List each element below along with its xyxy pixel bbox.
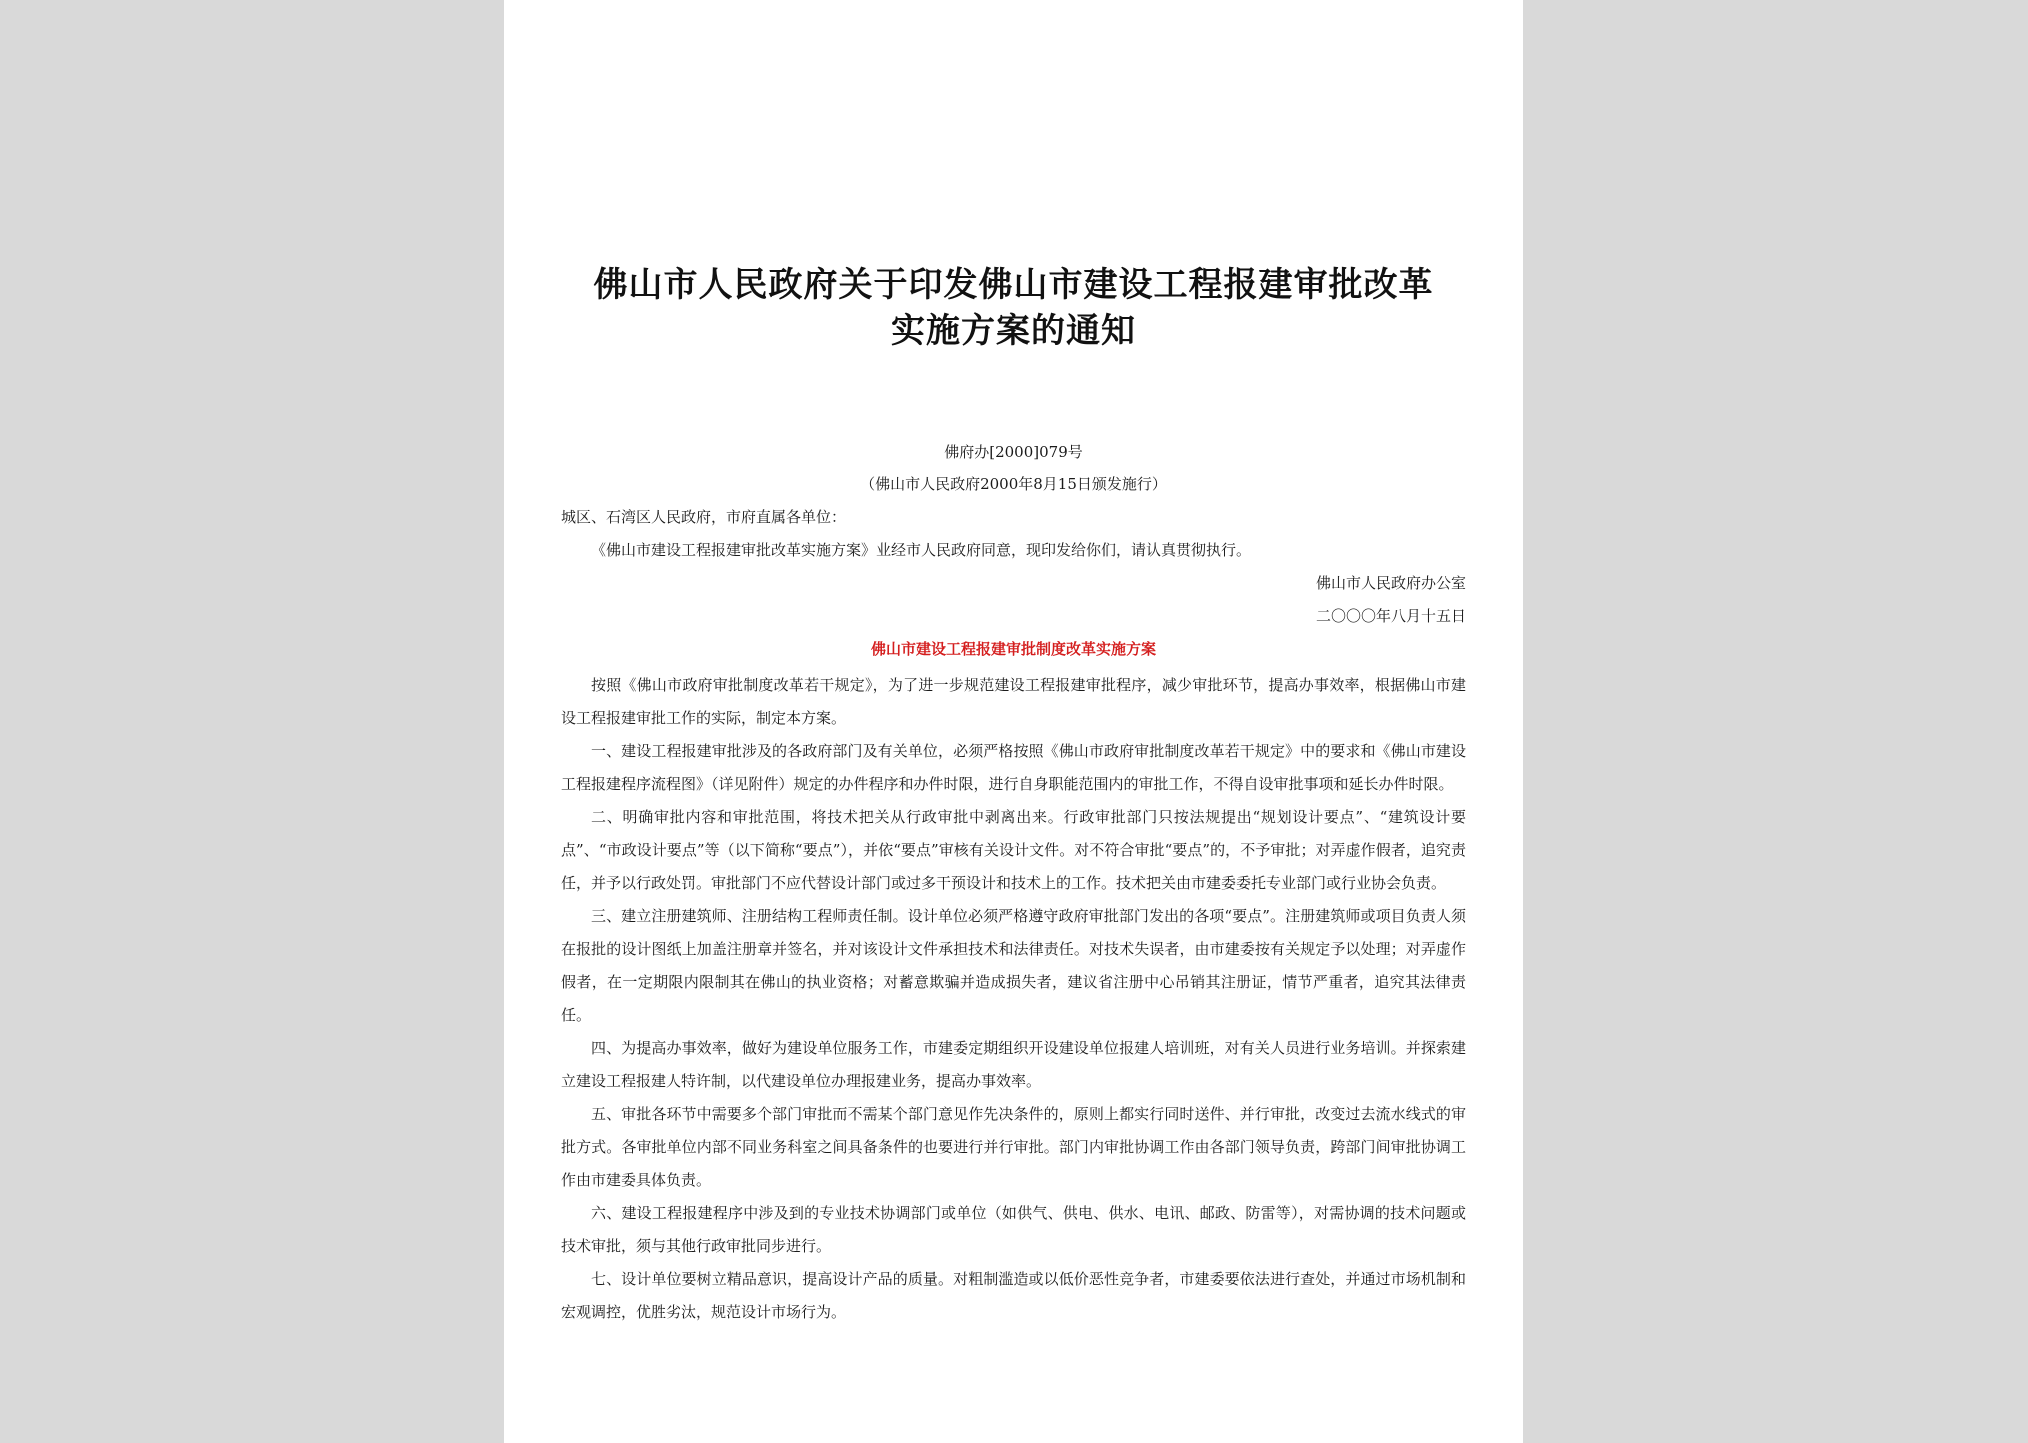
- signature-organization: 佛山市人民政府办公室: [1315, 574, 1466, 592]
- paragraph: 二、明确审批内容和审批范围，将技术把关从行政审批中剥离出来。行政审批部门只按法规提出“规划设计要点”、“建筑设计要点”、“市政设计要点”等（以下简称“要点”），并依“要点”审核有关设计文件。对不符合审批“要点”的，不予审批；对弄虚作假者，追究责任，并予以行政处罚。审批部门不应代替设计部门或过多干预设计和技术上的工作。技术把关由市建委委托专业部门或行业协会负责。: [561, 808, 1466, 892]
- title-line-2: 实施方案的通知: [891, 311, 1136, 351]
- paragraph: 七、设计单位要树立精品意识，提高设计产品的质量。对粗制滥造或以低价恶性竞争者，市建委要依法进行查处，并通过市场机制和宏观调控，优胜劣汰，规范设计市场行为。: [561, 1270, 1466, 1321]
- paragraph: 六、建设工程报建程序中涉及到的专业技术协调部门或单位（如供气、供电、供水、电讯、邮政、防雷等），对需协调的技术问题或技术审批，须与其他行政审批同步进行。: [561, 1204, 1466, 1255]
- issued-note: （佛山市人民政府2000年8月15日颁发施行）: [860, 475, 1167, 493]
- paragraph: 四、为提高办事效率，做好为建设单位服务工作，市建委定期组织开设建设单位报建人培训班，对有关人员进行业务培训。并探索建立建设工程报建人特许制，以代建设单位办理报建业务，提高办事效率。: [561, 1039, 1466, 1090]
- paragraph: 三、建立注册建筑师、注册结构工程师责任制。设计单位必须严格遵守政府审批部门发出的各项“要点”。注册建筑师或项目负责人须在报批的设计图纸上加盖注册章并签名，并对该设计文件承担技术和法律责任。对技术失误者，由市建委按有关规定予以处理；对弄虚作假者，在一定期限内限制其在佛山的执业资格；对蓄意欺骗并造成损失者，建议省注册中心吊销其注册证，情节严重者，追究其法律责任。: [561, 907, 1466, 1024]
- document-number: 佛府办[2000]079号: [944, 443, 1083, 461]
- addressee: 城区、石湾区人民政府，市府直属各单位：: [561, 508, 847, 526]
- signature-date: 二〇〇〇年八月十五日: [1315, 607, 1466, 625]
- document-page: [504, 0, 1523, 1443]
- paragraph: 五、审批各环节中需要多个部门审批而不需某个部门意见作先决条件的，原则上都实行同时送件、并行审批，改变过去流水线式的审批方式。各审批单位内部不同业务科室之间具备条件的也要进行并行审批。部门内审批协调工作由各部门领导负责，跨部门间审批协调工作由市建委具体负责。: [561, 1105, 1466, 1189]
- plan-title: 佛山市建设工程报建审批制度改革实施方案: [870, 640, 1156, 658]
- paragraph: 一、建设工程报建审批涉及的各政府部门及有关单位，必须严格按照《佛山市政府审批制度改革若干规定》中的要求和《佛山市建设工程报建程序流程图》（详见附件）规定的办件程序和办件时限，进行自身职能范围内的审批工作，不得自设审批事项和延长办件时限。: [561, 742, 1466, 793]
- document-title: [544, 262, 1483, 354]
- title-line-1: 佛山市人民政府关于印发佛山市建设工程报建审批改革: [593, 265, 1434, 305]
- intro-paragraph: 《佛山市建设工程报建审批改革实施方案》业经市人民政府同意，现印发给你们，请认真贯彻执行。: [591, 541, 1252, 559]
- paragraph: 按照《佛山市政府审批制度改革若干规定》，为了进一步规范建设工程报建审批程序，减少审批环节，提高办事效率，根据佛山市建设工程报建审批工作的实际，制定本方案。: [561, 676, 1466, 727]
- plan-body: [561, 669, 1466, 1329]
